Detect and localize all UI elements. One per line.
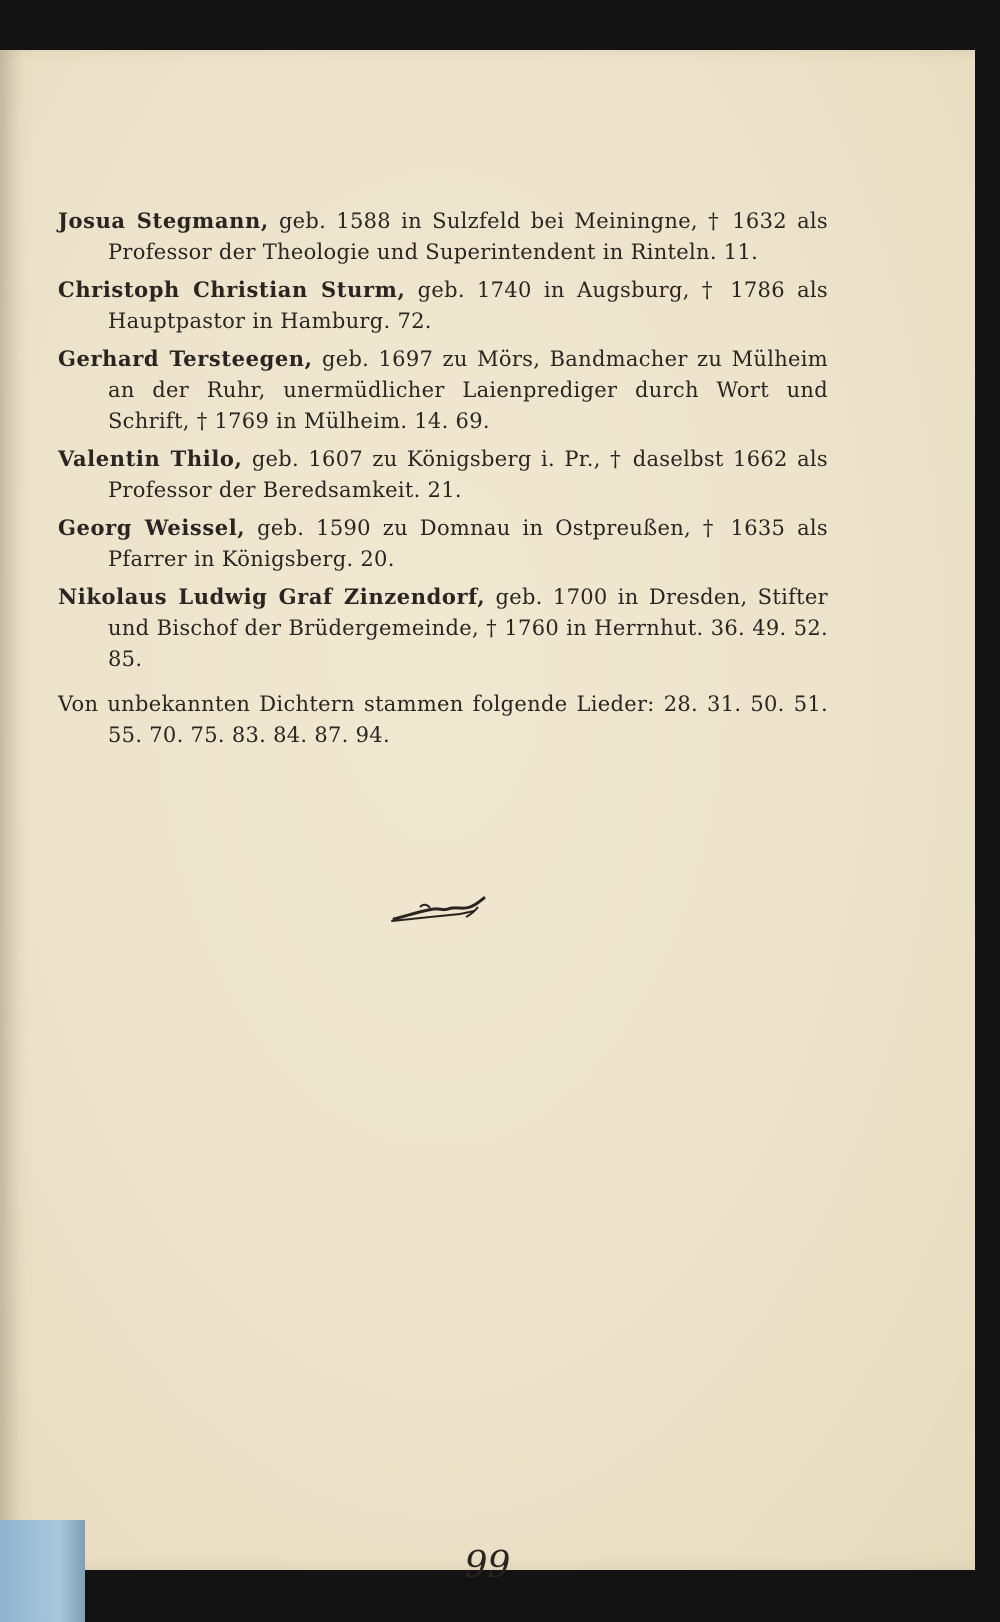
author-details: geb. 1700 in Dresden, Stifter und Bischof der Brüdergemeinde, † 1760 in Herrnhut. 36. 49. 52. 85.	[108, 585, 828, 671]
author-name: Nikolaus Ludwig Graf Zinzendorf,	[58, 584, 486, 609]
background-blue-edge	[0, 1520, 85, 1622]
author-entry	[58, 205, 828, 268]
author-name: Josua Stegmann,	[58, 208, 269, 233]
author-entry	[58, 343, 828, 437]
page-number: 99	[464, 1545, 511, 1586]
page-content	[58, 205, 828, 772]
author-entry	[58, 274, 828, 337]
author-name: Gerhard Tersteegen,	[58, 346, 313, 371]
author-details: geb. 1607 zu Königsberg i. Pr., † daselbst 1662 als Professor der Beredsamkeit. 21.	[108, 447, 828, 502]
decorative-flourish-icon	[390, 895, 490, 925]
unknown-authors-note: Von unbekannten Dichtern stammen folgende Lieder: 28. 31. 50. 51. 55. 70. 75. 83. 84. 87. 94.	[58, 692, 828, 747]
book-page	[0, 50, 975, 1586]
author-entry	[58, 581, 828, 675]
author-entry	[58, 512, 828, 575]
author-name: Valentin Thilo,	[58, 446, 243, 471]
author-entry	[58, 443, 828, 506]
author-name: Christoph Christian Sturm,	[58, 277, 406, 302]
author-details: geb. 1588 in Sulzfeld bei Meiningne, † 1632 als Professor der Theologie und Superintendent in Rinteln. 11.	[108, 209, 828, 264]
author-details: geb. 1697 zu Mörs, Bandmacher zu Mülheim an der Ruhr, unermüdlicher Laienprediger durch Wort und Schrift, † 1769 in Mülheim. 14. 69.	[108, 347, 829, 433]
author-name: Georg Weissel,	[58, 515, 246, 540]
author-details: geb. 1590 zu Domnau in Ostpreußen, † 1635 als Pfarrer in Königsberg. 20.	[108, 516, 828, 571]
author-details: geb. 1740 in Augsburg, † 1786 als Hauptpastor in Hamburg. 72.	[108, 278, 828, 333]
